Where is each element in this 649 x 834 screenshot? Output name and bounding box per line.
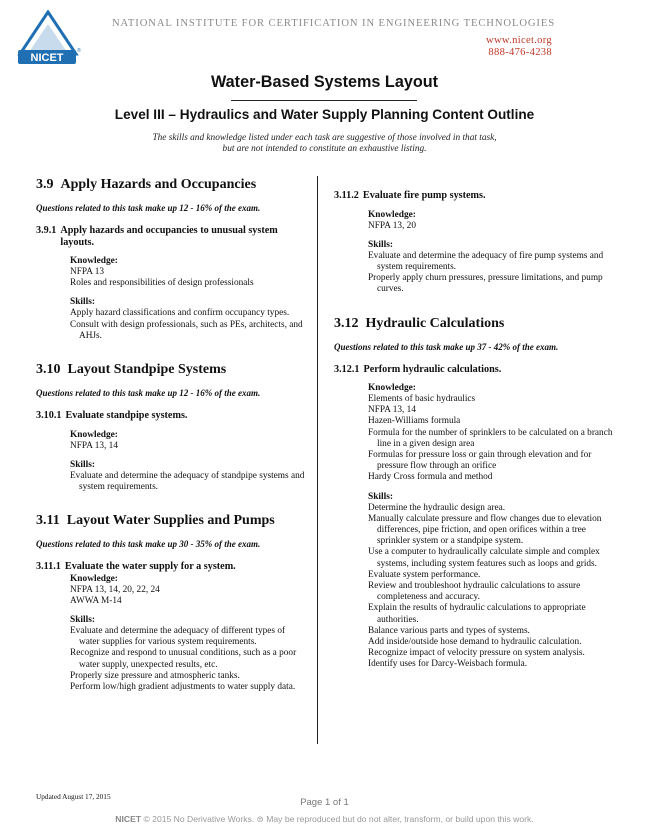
task-heading (334, 364, 614, 376)
section-heading (36, 512, 306, 529)
skill-item: Apply hazard classifications and confirm occupancy types. (70, 308, 290, 319)
skills-label: Skills: (70, 297, 96, 308)
intro-note (0, 133, 649, 156)
contact-block (486, 35, 552, 59)
section-name: Apply Hazards and Occupancies (60, 177, 257, 192)
intro-line: The skills and knowledge listed under each task are suggestive of those involved in that task, (152, 133, 497, 143)
task-heading (36, 561, 306, 573)
task-number: 3.10.1 (36, 410, 62, 422)
task-name: Evaluate fire pump systems. (362, 190, 486, 201)
skill-item: Evaluate and determine the adequacy of fire pump systems and system requirements. (368, 250, 604, 272)
document-subtitle: Level III – Hydraulics and Water Supply Planning Content Outline (114, 107, 535, 122)
task-name: Apply hazards and occupancies to unusual system layouts. (60, 225, 278, 248)
task-name: Evaluate standpipe systems. (65, 410, 188, 422)
section-number: 3.9 (36, 177, 54, 192)
knowledge-label: Knowledge: (70, 256, 118, 266)
section-weight: Questions related to this task make up 12 - 16% of the exam. (36, 203, 261, 213)
skill-item: Add inside/outside hose demand to hydraulic calculation. (368, 637, 582, 648)
task-number: 3.9.1 (36, 225, 57, 236)
phone-number: 888-476-4238 (488, 47, 552, 58)
skill-item: Properly apply churn pressures, pressure limitations, and pump curves. (368, 273, 603, 295)
left-column (36, 176, 306, 693)
skill-item: Identify uses for Darcy-Weisbach formula. (368, 659, 528, 670)
task-details (36, 574, 306, 694)
logo-wordmark: NICET (30, 52, 64, 64)
title-divider (231, 100, 417, 101)
logo-triangle-inner (29, 24, 67, 52)
knowledge-item: Elements of basic hydraulics (368, 394, 476, 405)
task-name: Perform hydraulic calculations. (363, 363, 502, 375)
section-number: 3.10 (36, 362, 61, 378)
task-heading (36, 410, 306, 422)
task-number: 3.11.2 (334, 190, 359, 201)
skill-item: Use a computer to hydraulically calculate simple and complex systems, including system features such as loops and grids. (368, 547, 600, 569)
task-details (334, 383, 614, 671)
skill-item: Evaluate and determine the adequacy of different types of water supplies for various system requirements. (70, 626, 286, 648)
knowledge-item: NFPA 13, 14 (70, 440, 118, 451)
knowledge-label: Knowledge: (70, 429, 118, 440)
section-weight: Questions related to this task make up 37 - 42% of the exam. (334, 341, 559, 352)
section-heading (36, 361, 306, 378)
skill-item: Properly size pressure and atmospheric tanks. (70, 670, 240, 681)
skill-item: Recognize and respond to unusual conditions, such as a poor water supply, unexpected results, etc. (70, 648, 297, 670)
knowledge-label: Knowledge: (368, 209, 416, 220)
skill-item: Balance various parts and types of systems. (368, 625, 530, 636)
task-details (36, 430, 306, 494)
knowledge-item: Hazen-Williams formula (368, 416, 461, 427)
task-details (36, 256, 306, 342)
task-name: Evaluate the water supply for a system. (64, 561, 236, 573)
column-divider (317, 176, 318, 744)
knowledge-item: Roles and responsibilities of design professionals (70, 278, 254, 289)
task-number: 3.11.1 (36, 561, 61, 573)
skill-item: Consult with design professionals, such as PEs, architects, and AHJs. (70, 319, 303, 341)
knowledge-item: NFPA 13 (70, 267, 105, 277)
copyright-footer (0, 814, 649, 825)
website-link[interactable]: www.nicet.org (486, 35, 552, 46)
knowledge-item: Hardy Cross formula and method (368, 472, 493, 483)
updated-date: Updated August 17, 2015 (36, 792, 111, 801)
right-column (334, 176, 614, 671)
skill-item: Review and troubleshoot hydraulic calculations to assure completeness and accuracy. (368, 581, 581, 603)
page-number: Page 1 of 1 (300, 797, 349, 808)
skill-item: Perform low/high gradient adjustments to water supply data. (70, 682, 296, 693)
section-name: Layout Water Supplies and Pumps (66, 513, 275, 529)
knowledge-item: AWWA M-14 (70, 595, 122, 606)
skill-item: Explain the results of hydraulic calculations to appropriate authorities. (368, 603, 586, 625)
footer-brand: NICET (115, 814, 142, 824)
knowledge-item: NFPA 13, 20 (368, 220, 416, 231)
knowledge-item: Formula for the number of sprinklers to be calculated on a branch line in a given design area (368, 427, 613, 449)
skill-item: Recognize impact of velocity pressure on system analysis. (368, 648, 585, 659)
intro-line: but are not intended to constitute an exhaustive listing. (222, 144, 427, 155)
section-number: 3.12 (334, 315, 359, 331)
logo-registered-mark: ® (77, 48, 81, 54)
skills-label: Skills: (368, 239, 394, 250)
knowledge-label: Knowledge: (70, 573, 118, 584)
nicet-logo (14, 10, 82, 66)
section-name: Hydraulic Calculations (365, 315, 505, 331)
org-name: NATIONAL INSTITUTE FOR CERTIFICATION IN ENGINEERING TECHNOLOGIES (112, 18, 556, 29)
section-weight: Questions related to this task make up 12 - 16% of the exam. (36, 388, 261, 399)
task-heading (36, 225, 306, 248)
section-heading (36, 176, 306, 193)
skills-label: Skills: (368, 491, 394, 502)
knowledge-item: NFPA 13, 14, 20, 22, 24 (70, 584, 160, 595)
skill-item: Evaluate system performance. (368, 569, 481, 580)
skill-item: Determine the hydraulic design area. (368, 502, 506, 513)
section-number: 3.11 (36, 513, 60, 529)
skill-item: Manually calculate pressure and flow changes due to elevation differences, pipe friction, and open orifices within a tree sprinkler system or a standpipe system. (368, 513, 602, 547)
document-title: Water-Based Systems Layout (211, 73, 438, 91)
knowledge-item: Formulas for pressure loss or gain through elevation and for pressure flow through an orifice (368, 450, 592, 472)
copyright-text: © 2015 No Derivative Works. ⊜ May be reproduced but do not alter, transform, or build upon this work. (143, 814, 534, 824)
skill-item: Evaluate and determine the adequacy of standpipe systems and system requirements. (70, 470, 305, 492)
knowledge-item: NFPA 13, 14 (368, 405, 416, 416)
knowledge-label: Knowledge: (368, 383, 416, 394)
skills-label: Skills: (70, 459, 96, 470)
task-details (334, 210, 614, 296)
skills-label: Skills: (70, 615, 96, 626)
section-weight: Questions related to this task make up 30 - 35% of the exam. (36, 539, 261, 550)
section-heading (334, 315, 614, 332)
task-number: 3.12.1 (334, 363, 360, 375)
section-name: Layout Standpipe Systems (67, 362, 227, 378)
task-heading (334, 190, 614, 202)
